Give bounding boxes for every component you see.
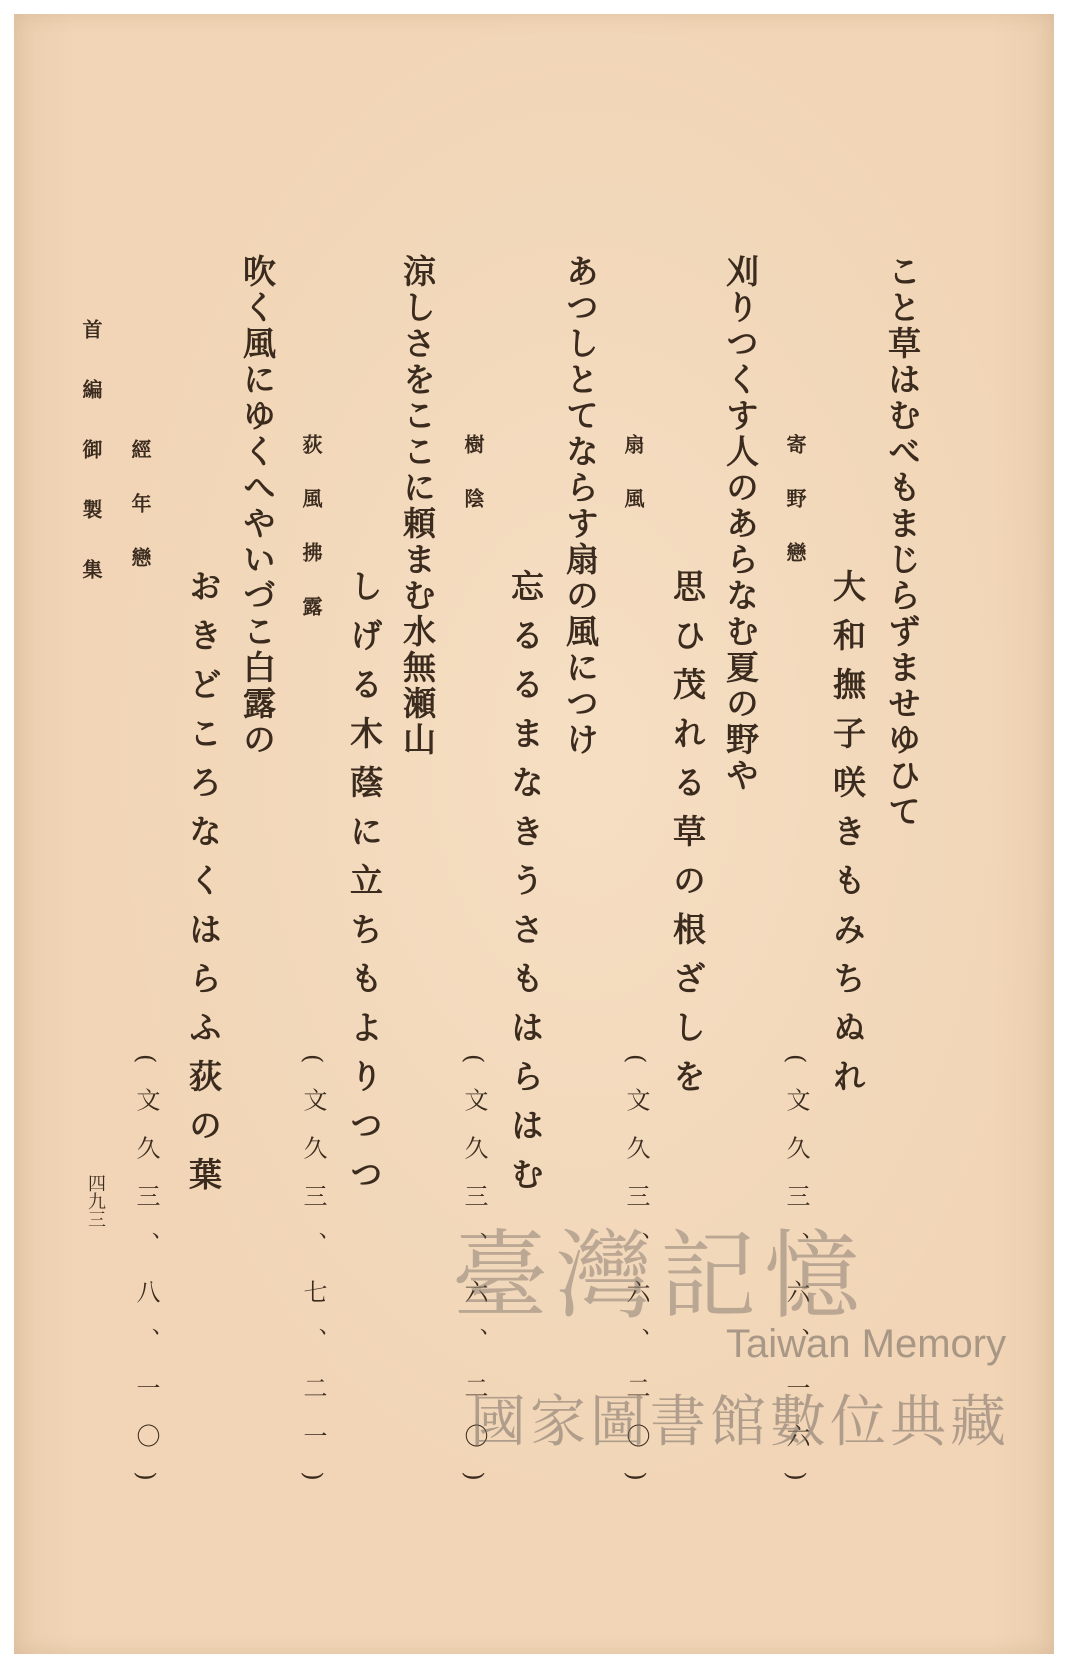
poem-1-line-1: こと草はむべもまじらずませゆひて [883,254,922,830]
poem-2-title: 寄野戀 [783,434,807,596]
poem-5-title: 荻風拂露 [299,434,323,650]
section-title: 經年戀 [128,439,152,601]
poem-5-line-2: おきどころなくはらふ荻の葉 [184,569,223,1206]
poem-2-line-2: 思ひ茂れる草の根ざしを [668,569,707,1108]
watermark-logo: 臺灣記憶 [452,1220,868,1332]
running-title: 首編御製集 [79,319,103,619]
poem-4-title: 樹陰 [461,434,485,542]
watermark-english: Taiwan Memory [726,1322,1007,1366]
poem-5-line-1: 吹く風にゆくへやいづこ白露の [238,254,277,758]
poem-2-line-1: 刈りつくす人のあらなむ夏の野や [721,254,760,794]
poem-4-line-1: 涼しさをここに頼まむ水無瀬山 [398,254,437,758]
poem-4-line-2: しげる木蔭に立ちもよりつつ [345,569,384,1206]
poem-4-date: (文久三、七、二一) [299,1054,327,1505]
page-number: 四九三 [85,1174,106,1228]
poem-3-title: 扇風 [621,434,645,542]
poem-2-date: (文久三、六、二〇) [622,1054,650,1505]
poem-3-line-1: あつしとてならす扇の風につけ [561,254,600,758]
poem-5-date: (文久三、八、一〇) [132,1054,160,1505]
poem-3-line-2: 忘るるまなきうさもはらはむ [506,569,545,1206]
poem-1-line-2: 大和撫子咲きもみちぬれ [828,569,867,1108]
poem-3-date: (文久三、六、二〇) [460,1054,488,1505]
poem-1-date: (文久三、六、一六) [782,1054,810,1505]
watermark-chinese: 國家圖書館數位典藏 [470,1390,1010,1455]
